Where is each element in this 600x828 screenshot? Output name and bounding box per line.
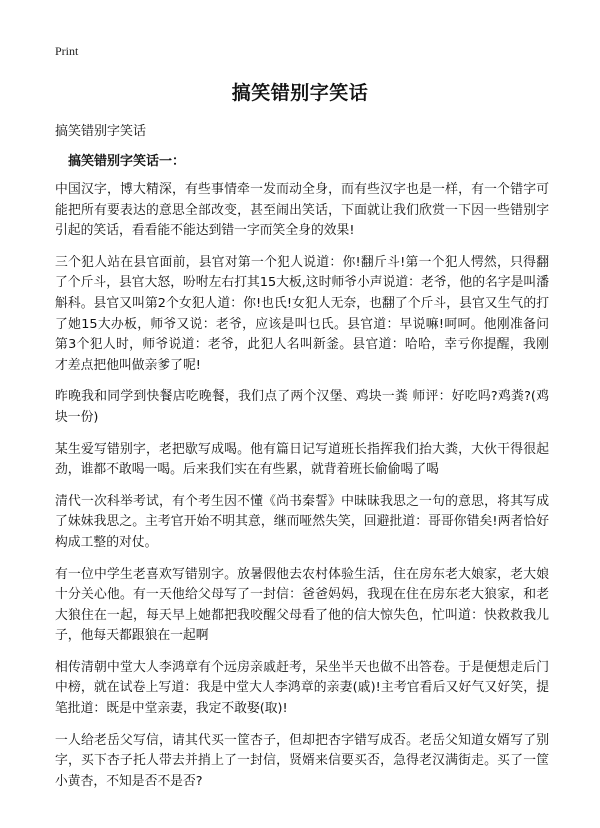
print-link[interactable]: Print (55, 44, 79, 58)
paragraph-prisoners: 三个犯人站在县官面前，县官对第一个犯人说道：你!翻斤斗!第一个犯人愕然，只得翻了个斤斗，县官大怒，吩咐左右打其15大板,这时师爷小声说道：老爷，他的名字是叫潘斛科。县官又叫第2个女犯人道：你!也氏!女犯人无奈，也翻了个斤斗，县官又生气的打了她15大办板，师爷又说：老爷，应该是叫乜氏。县官道：早说嘛!呵呵。他刚准备问第3个犯人时，师爷说道：老爷，此犯人名叫新釜。县官道：哈哈，幸亏你提醒，我刚才差点把他叫做亲爹了呢! (55, 254, 549, 373)
paragraph-fast-food: 昨晚我和同学到快餐店吃晚餐，我们点了两个汉堡、鸡块一粪 师评：好吃吗?鸡粪?(鸡块一份) (55, 389, 549, 425)
page-title: 搞笑错别字笑话 (231, 82, 369, 104)
paragraph-apricots: 一人给老岳父写信，请其代买一筐杏子，但却把杏字错写成否。老岳父知道女婿写了别字，买下杏子托人带去并捎上了一封信，贤婿来信要买否，急得老汉满街走。买了一筐小黄杏，不知是否不是否? (55, 732, 549, 789)
paragraph-li-hongzhang: 相传清朝中堂大人李鸿章有个远房亲戚赶考，呆坐半天也做不出答卷。于是便想走后门中榜，就在试卷上写道：我是中堂大人李鸿章的亲妻(戚)!主考官看后又好气又好笑，提笔批道：既是中堂亲妻，我定不敢娶(取)! (55, 659, 549, 717)
paragraph-student-letter: 有一位中学生老喜欢写错别字。放暑假他去农村体验生活，住在房东老大娘家，老大娘十分关心他。有一天他给父母写了一封信：爸爸妈妈，我现在住在房东老大狼家，和老大狼住在一起，每天早上她都把我咬醒父母看了他的信大惊失色，忙叫道：快救救我儿子，他每天都跟狼在一起啊 (55, 566, 549, 644)
section-heading: 搞笑错别字笑话一： (68, 154, 186, 169)
paragraph-intro: 中国汉字，博大精深，有些事情牵一发而动全身，而有些汉字也是一样，有一个错字可能把所有要表达的意思全部改变，甚至闹出笑话，下面就让我们欣赏一下因一些错别字引起的笑话，看看能不能达到错一字而笑全身的效果! (55, 182, 549, 239)
document-subtitle: 搞笑错别字笑话 (55, 124, 147, 139)
paragraph-imperial-exam: 清代一次科举考试，有个考生因不懂《尚书秦誓》中昧昧我思之一句的意思，将其写成了妹妹我思之。主考官开始不明其意，继而哑然失笑，回避批道：哥哥你错矣!两者恰好构成工整的对仗。 (55, 493, 549, 550)
paragraph-diary: 某生爱写错别字，老把歇写成喝。他有篇日记写道班长指挥我们抬大粪，大伙干得很起劲，谁都不敢喝一喝。后来我们实在有些累，就背着班长偷偷喝了喝 (55, 441, 549, 478)
article-body (55, 180, 549, 803)
